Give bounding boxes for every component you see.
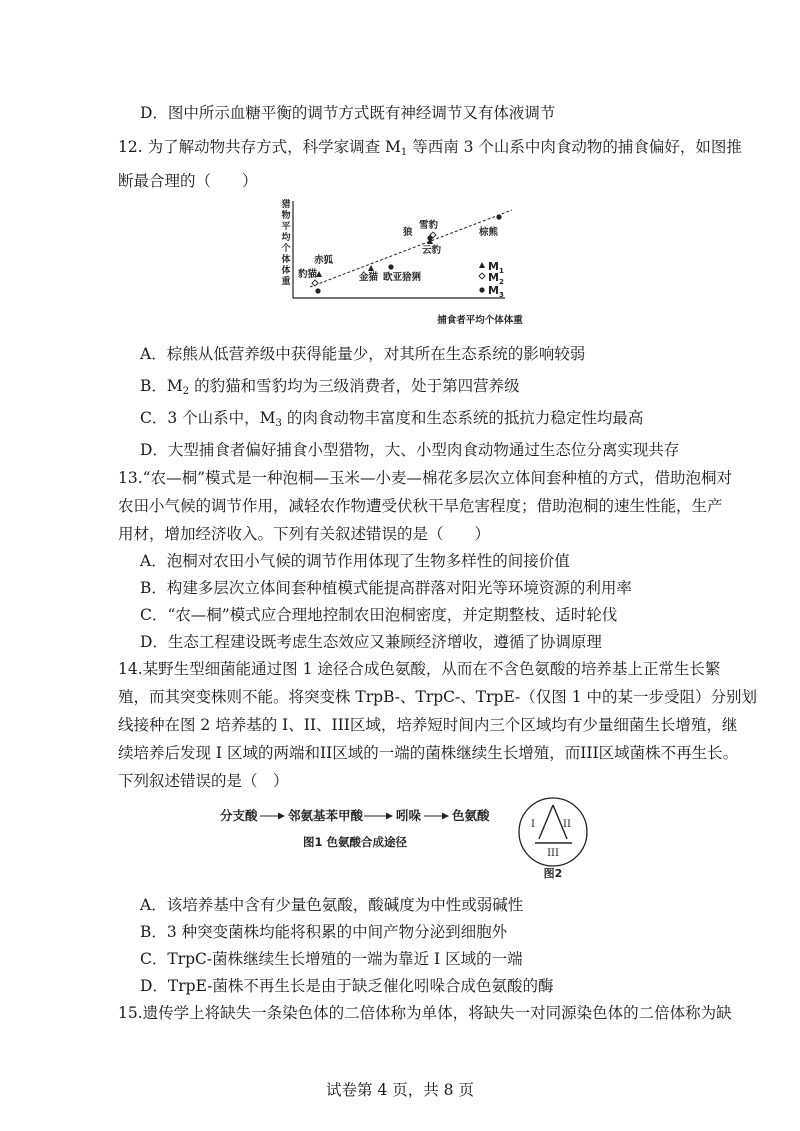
step-yinduo: 吲哚	[396, 808, 422, 823]
q14-stem-line1: 14.某野生型细菌能通过图 1 途径合成色氨酸，从而在不含色氨酸的培养基上正常生长繁	[118, 660, 721, 678]
q14-option-c: C．TrpC-菌株继续生长增殖的一端为靠近 I 区域的一端	[140, 950, 523, 968]
q14-stem-line4: 续培养后发现 I 区域的两端和II区域的一端的菌株继续生长增殖，而III区域菌株不再生长。	[118, 744, 739, 762]
region-ii-label: II	[563, 819, 571, 830]
legend-m3: $M_3$	[488, 284, 504, 299]
q13-option-d: D．生态工程建设既考虑生态效应又兼顾经济增收，遵循了协调原理	[140, 633, 602, 651]
q12-option-c: C．3 个山系中，$M_3$ 的肉食动物丰富度和生态系统的抵抗力稳定性均最高	[140, 409, 644, 429]
label-chihu: 赤狐	[314, 255, 334, 266]
label-yunbao: 云豹	[422, 245, 442, 256]
q11-option-d: D．图中所示血糖平衡的调节方式既有神经调节又有体液调节	[140, 104, 556, 122]
q13-option-c: C．“农—桐”模式应合理地控制农田泡桐密度，并定期整枝、适时轮伐	[140, 606, 618, 624]
q12-scatter-figure	[270, 195, 530, 330]
triangle-icon	[479, 262, 485, 268]
q14-stem-line3: 线接种在图 2 培养基的 I、II、III区域，培养短时间内三个区域均有少量细菌生长增殖，继	[118, 716, 738, 734]
svg-text:均: 均	[281, 233, 291, 243]
q14-stem-line5: 下列叙述错误的是（ ）	[118, 772, 289, 790]
svg-text:重: 重	[281, 277, 291, 287]
q12-option-d: D．大型捕食者偏好捕食小型猎物，大、小型肉食动物通过生态位分离实现共存	[140, 441, 680, 459]
diamond-icon	[479, 273, 485, 279]
step-seansuan: 色氨酸	[452, 808, 490, 823]
label-lang: 狼	[403, 227, 413, 238]
circle-icon	[479, 287, 484, 292]
q15-stem-line1: 15.遗传学上将缺失一条染色体的二倍体称为单体，将缺失一对同源染色体的二倍体称为缺	[118, 1004, 732, 1022]
label-baomao: 豹猫	[298, 269, 318, 280]
q14-option-a: A．该培养基中含有少量色氨酸，酸碱度为中性或弱碱性	[140, 896, 524, 914]
label-zongxiong: 棕熊	[479, 227, 499, 238]
q14-stem-line2: 殖，而其突变株则不能。将突变株 TrpB-、TrpC-、TrpE-（仅图 1 中的某一步受阻）分别划	[118, 688, 758, 706]
svg-text:体: 体	[281, 255, 291, 265]
q13-stem-line2: 农田小气候的调节作用，减轻农作物遭受伏秋干旱危害程度；借助泡桐的速生性能，生产	[118, 497, 723, 515]
q14-option-b: B．3 种突变菌株均能将积累的中间产物分泌到细胞外	[140, 923, 508, 941]
svg-text:物: 物	[281, 211, 291, 221]
q13-option-b: B．构建多层次立体间套种植模式能提高群落对阳光等环境资源的利用率	[140, 579, 632, 597]
region-iii-label: III	[547, 848, 559, 859]
page-footer: 试卷第 4 页，共 8 页	[326, 1081, 474, 1099]
point-yunbao-m3	[427, 235, 432, 240]
step-linanji: 邻氨基苯甲酸	[288, 808, 364, 823]
label-jinmao: 金猫	[359, 272, 379, 283]
step-fenzhisuan: 分支酸	[220, 808, 258, 823]
q12-option-b: B．$M_2$ 的豹猫和雪豹均为三级消费者，处于第四营养级	[140, 377, 520, 397]
region-i-label: I	[531, 819, 535, 830]
svg-text:猎: 猎	[281, 200, 291, 210]
q14-fig2-plate	[510, 790, 600, 882]
q13-stem-line3: 用材，增加经济收入。下列有关叙述错误的是（ ）	[118, 525, 491, 543]
q13-stem-line1: 13.“农—桐”模式是一种泡桐—玉米—小麦—棉花多层次立体间套种植的方式，借助泡桐对	[118, 469, 733, 487]
y-axis-label	[280, 198, 291, 287]
label-xuebao: 雪豹	[419, 220, 439, 231]
point-oushi-m3	[388, 264, 393, 269]
legend-m2: $M_2$	[488, 271, 504, 286]
legend	[479, 260, 504, 299]
q12-stem-line1: 12. 为了解动物共存方式，科学家调查 $M_1$ 等西南 3 个山系中肉食动物的捕食偏好，如图推	[118, 138, 742, 158]
svg-text:平: 平	[281, 222, 291, 232]
point-zongxiong-m3	[496, 214, 501, 219]
q14-option-d: D．TrpE-菌株不再生长是由于缺乏催化吲哚合成色氨酸的酶	[140, 977, 554, 995]
fig2-caption: 图2	[543, 867, 563, 880]
fig1-caption: 图1 色氨酸合成途径	[302, 835, 408, 849]
legend-m1: $M_1$	[488, 260, 504, 275]
q12-stem-line2: 断最合理的（ ）	[118, 172, 258, 190]
svg-text:体: 体	[281, 266, 291, 276]
x-axis-label: 捕食者平均个体体重	[437, 315, 523, 326]
q12-option-a: A．棕熊从低营养级中获得能量少，对其所在生态系统的影响较弱	[140, 345, 586, 363]
point-baomao-m2	[312, 280, 318, 286]
svg-text:个: 个	[281, 244, 291, 254]
point-baomao-m3	[315, 288, 320, 293]
point-jinmao-m1	[368, 265, 374, 271]
q14-fig1-pathway	[218, 800, 508, 860]
label-oushi: 欧亚猞猁	[383, 272, 422, 283]
streak-i	[539, 805, 553, 839]
q13-option-a: A．泡桐对农田小气候的调节作用体现了生物多样性的间接价值	[140, 552, 570, 570]
